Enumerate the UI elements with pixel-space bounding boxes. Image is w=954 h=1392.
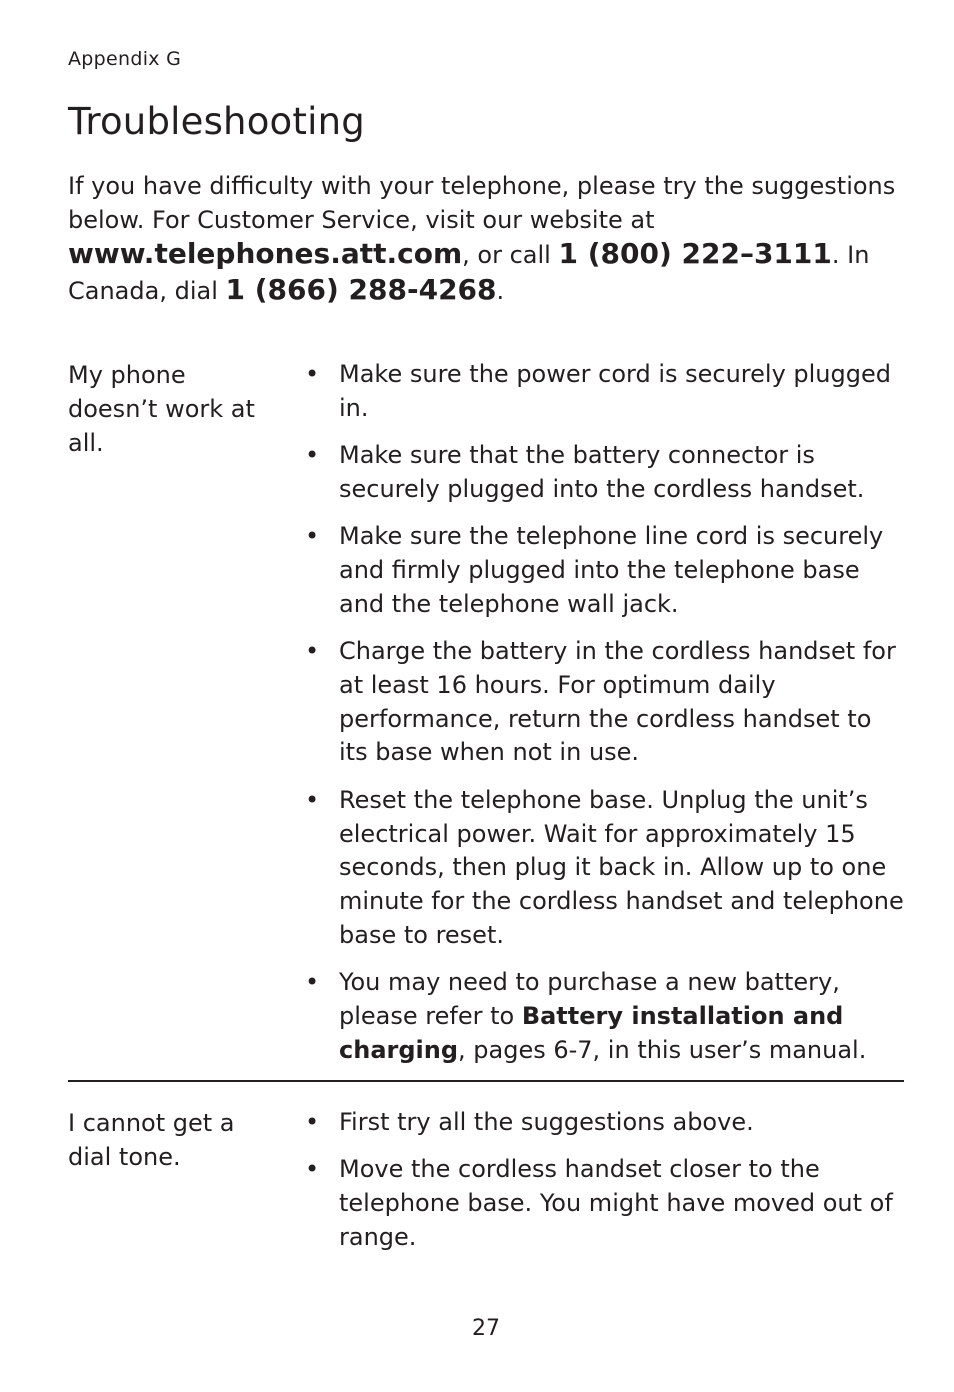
bullet-icon: • bbox=[305, 441, 320, 470]
solution-list bbox=[304, 1106, 904, 1268]
page-title: Troubleshooting bbox=[68, 100, 365, 143]
phone-number-us: 1 (800) 222–3111 bbox=[558, 237, 832, 270]
row-divider bbox=[68, 1080, 904, 1082]
solution-text: Make sure that the battery connector is securely plugged into the cordless handset. bbox=[339, 441, 865, 503]
solution-item bbox=[304, 439, 904, 507]
solution-text: Reset the telephone base. Unplug the unit’s electrical power. Wait for approximately 15 seconds, then plug it back in. Allow up to one minute for the cordless handset and telephone base to reset. bbox=[339, 785, 904, 949]
bullet-icon: • bbox=[305, 785, 320, 814]
solution-text: Make sure the telephone line cord is securely and firmly plugged into the telephone base and the telephone wall jack. bbox=[339, 522, 884, 618]
solution-item bbox=[304, 1153, 904, 1254]
intro-text: , or call bbox=[462, 241, 559, 269]
solution-item bbox=[304, 358, 904, 426]
solution-text-part: You may need to purchase a new battery, please refer to bbox=[339, 968, 840, 1031]
bullet-icon: • bbox=[305, 637, 320, 666]
problem-text: I cannot get a dial tone. bbox=[68, 1109, 235, 1171]
manual-page bbox=[68, 0, 904, 1392]
problem-text: My phone doesn’t work at all. bbox=[68, 361, 255, 457]
solution-item bbox=[304, 784, 904, 953]
solution-item bbox=[304, 520, 904, 621]
bullet-icon: • bbox=[305, 522, 320, 551]
section-label: Appendix G bbox=[68, 48, 182, 70]
solution-text bbox=[339, 968, 866, 1064]
solution-item bbox=[304, 635, 904, 770]
solution-list bbox=[304, 358, 904, 1081]
intro-paragraph bbox=[68, 170, 904, 308]
intro-text: . In Canada, dial bbox=[68, 241, 870, 305]
solution-text: Move the cordless handset closer to the telephone base. You might have moved out of range. bbox=[339, 1155, 893, 1251]
solution-text: First try all the suggestions above. bbox=[339, 1108, 754, 1136]
page-number: 27 bbox=[472, 1316, 500, 1341]
manual-section-reference: Battery installation and charging bbox=[339, 1002, 844, 1064]
solution-item bbox=[304, 1106, 904, 1140]
solution-text-part: , pages 6-7, in this user’s manual. bbox=[458, 1035, 867, 1064]
intro-text: If you have difficulty with your telephone, please try the suggestions below. For Customer Service, visit our website at bbox=[68, 172, 896, 234]
solution-text: Make sure the power cord is securely plugged in. bbox=[339, 360, 891, 422]
solution-item bbox=[304, 966, 904, 1067]
phone-number-canada: 1 (866) 288-4268 bbox=[225, 272, 497, 306]
website-link[interactable]: www.telephones.att.com bbox=[68, 237, 463, 270]
bullet-icon: • bbox=[305, 1155, 320, 1184]
bullet-icon: • bbox=[305, 1108, 320, 1136]
solution-text: Charge the battery in the cordless handset for at least 16 hours. For optimum daily performance, return the cordless handset to its base when not in use. bbox=[339, 637, 896, 767]
bullet-icon: • bbox=[305, 968, 320, 997]
intro-text: . bbox=[496, 276, 505, 305]
bullet-icon: • bbox=[305, 360, 320, 388]
